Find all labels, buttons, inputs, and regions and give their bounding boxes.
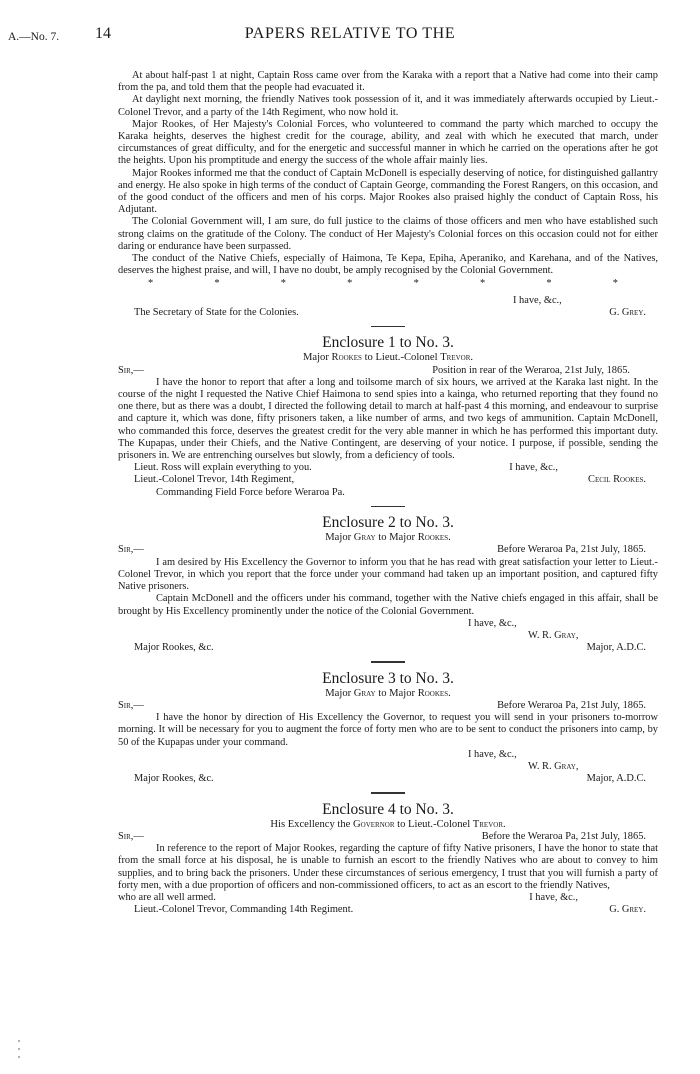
asterisk: * — [413, 278, 419, 290]
addressee-line-2: Commanding Field Force before Weraroa Pa. — [156, 486, 345, 498]
signature: Cecil Rookes. — [588, 474, 646, 486]
asterisk: * — [612, 278, 618, 290]
closing: I have, &c., — [529, 891, 578, 903]
closing: I have, &c., — [509, 462, 558, 474]
salutation: Sir,— — [118, 699, 144, 711]
salutation-line — [118, 831, 658, 843]
paragraph: The Colonial Government will, I am sure, do full justice to the claims of those officers and men who have established such strong claims on the gratitude of the Colony. The conduct of Her Majesty's Colonial forces on this occasion could not for either daring or endurance have been surpassed. — [118, 216, 658, 252]
salutation: Sir,— — [118, 544, 144, 556]
page-body — [118, 70, 658, 916]
signature: W. R. Gray, — [528, 760, 579, 772]
enclosure-3 — [118, 670, 658, 786]
salutation-line — [118, 365, 658, 377]
paragraph: At daylight next morning, the friendly Natives took possession of it, and it was immediately afterwards occupied by Lieut.-Colonel Trevor, and a party of the 14th Regiment, who now hold it. — [118, 94, 658, 118]
salutation-line — [118, 700, 658, 712]
divider — [371, 792, 405, 793]
paragraph: I have the honor to report that after a long and toilsome march of six hours, we arrived at the Karaka last night. In the course of the night I requested the Native Chief Haimona to send spies into a kainga, who returned reporting that they found no one there, but as there was a doubt, I directed the following detail to march at half-past 4 this morning, and endeavour to surprise and capture it, which was done, fifty prisoners taken, a like number of arms, and two kegs of ammunition. Captain McDonell, who commanded this force, deserves the greatest credit for the very able manner in which he has performed this important duty. The Kupapas, under their Chiefs, and the Native Contingent, are deserving of your notice. I purpose, if possible, sending the prisoners in. We are entrenching ourselves but slowly, from a deficiency of tools. — [118, 376, 658, 462]
addressee: Major Rookes, &c. — [134, 773, 214, 785]
signoff — [118, 904, 658, 916]
rank: Major, A.D.C. — [586, 773, 646, 785]
paragraph: I have the honor by direction of His Excellency the Governor, to request you will send in your prisoners to-morrow morning. It will be necessary for you to augment the force of forty men who are to be sent to conduct the prisoners into camp, by 50 of the Kupapas under your command. — [118, 712, 658, 748]
paragraph: I am desired by His Excellency the Governor to inform you that he has read with great satisfaction your letter to Lieut.-Colonel Trevor, in which you report that the force under your command had taken up an important position, and captured fifty Native prisoners. — [118, 556, 658, 593]
divider — [371, 661, 405, 662]
asterisk: * — [214, 278, 220, 290]
paragraph: Major Rookes, of Her Majesty's Colonial Forces, who volunteered to command the party which marched to occupy the Karaka heights, deserves the highest credit for the courage, ability, and zeal with which he executed that march, under circumstances of great difficulty, and for the energetic and successful manner in which he carried on the operations after he got the heights. Upon his promptitude and energy the success of the whole affair mainly lies. — [118, 118, 658, 167]
asterisk: * — [479, 278, 486, 290]
enclosure-title: Enclosure 4 to No. 3. — [322, 800, 454, 818]
enclosure-title: Enclosure 3 to No. 3. — [322, 669, 454, 687]
closing: I have, &c., — [468, 748, 517, 760]
place-date: Before Weraroa Pa, 21st July, 1865. — [497, 544, 646, 556]
asterisk-separator — [118, 278, 658, 290]
paragraph: At about half-past 1 at night, Captain Ross came over from the Karaka with a report that a Native had come into their camp from the pa, and told them that the people had evacuated it. — [118, 70, 658, 94]
signature: W. R. Gray, — [528, 629, 579, 641]
place-date: Before the Weraroa Pa, 21st July, 1865. — [481, 830, 646, 842]
closing: I have, &c., — [513, 294, 562, 306]
signoff — [118, 642, 658, 654]
enclosure-2 — [118, 514, 658, 654]
running-title: PAPERS RELATIVE TO THE — [244, 25, 456, 42]
enclosure-subheading: Major Gray to Major Rookes. — [325, 687, 451, 699]
recipient: The Secretary of State for the Colonies. — [134, 306, 299, 318]
divider — [371, 506, 405, 507]
asterisk: * — [148, 278, 154, 290]
page-edge-marks — [14, 1040, 26, 1070]
enclosure-4 — [118, 801, 658, 917]
place-date: Position in rear of the Weraroa, 21st July, 1865. — [432, 364, 630, 376]
addressee: Lieut.-Colonel Trevor, Commanding 14th Regiment. — [134, 904, 354, 916]
enclosure-subheading: Major Gray to Major Rookes. — [325, 532, 451, 544]
rank: Major, A.D.C. — [586, 642, 646, 654]
salutation: Sir,— — [118, 364, 144, 376]
divider — [371, 326, 405, 327]
closing-line — [118, 892, 658, 904]
enclosure-title: Enclosure 1 to No. 3. — [322, 334, 454, 352]
despatch-signoff — [118, 307, 658, 319]
closing: I have, &c., — [468, 617, 517, 629]
signature: G. Grey. — [609, 904, 646, 916]
addressee: Major Rookes, &c. — [134, 642, 214, 654]
asterisk: * — [546, 278, 552, 290]
enclosure-1 — [118, 334, 658, 498]
last-line: who are all well armed. — [118, 891, 216, 903]
enclosure-subheading: His Excellency the Governor to Lieut.-Colonel Trevor. — [270, 818, 506, 830]
signoff — [118, 773, 658, 785]
enclosure-title: Enclosure 2 to No. 3. — [322, 514, 454, 532]
addressee: Lieut.-Colonel Trevor, 14th Regiment, — [134, 474, 295, 486]
page-number: 14 — [95, 25, 111, 42]
signature: G. Grey. — [609, 306, 646, 318]
paragraph: Major Rookes informed me that the conduct of Captain McDonell is especially deserving of notice, for distinguished gallantry and energy. He also spoke in high terms of the conduct of Captain George, commanding the Forest Rangers, on this occasion, and of the good conduct of the officers and men of his corps. Major Rookes also praised highly the conduct of Captain Ross, his Adjutant. — [118, 167, 658, 216]
last-line: Lieut. Ross will explain everything to you. — [134, 462, 312, 474]
closing-line — [118, 462, 658, 474]
document-reference: A.—No. 7. — [8, 31, 60, 43]
paragraph: In reference to the report of Major Rookes, regarding the capture of fifty Native prisoners, I have the honor to state that from the small force at his disposal, he is unable to furnish an escort to the friendly Natives who are about to convey to him supplies, and to bring back the prisoners. Under these circumstances of serious emergency, I trust that you will furnish a party of forty men, with a due proportion of officers and non-commissioned officers, to act as an escort to the friendly Natives, — [118, 843, 658, 891]
paragraph: The conduct of the Native Chiefs, especially of Haimona, Te Kepa, Epiha, Aperaniko, and Karehana, and of the Natives, deserves the highest praise, and will, I have no doubt, be amply recognised by the Colonial Government. — [118, 253, 658, 277]
despatch-text — [118, 70, 658, 319]
salutation: Sir,— — [118, 830, 144, 842]
enclosure-subheading: Major Rookes to Lieut.-Colonel Trevor. — [302, 352, 474, 364]
asterisk: * — [280, 278, 286, 290]
page-header — [0, 25, 700, 48]
salutation-line — [118, 544, 658, 556]
asterisk: * — [347, 278, 353, 290]
signoff — [118, 474, 658, 486]
paragraph: Captain McDonell and the officers under his command, together with the Native chiefs engaged in this affair, shall be brought by His Excellency prominently under the notice of the Colonial Government. — [118, 593, 658, 617]
place-date: Before Weraroa Pa, 21st July, 1865. — [497, 699, 646, 711]
